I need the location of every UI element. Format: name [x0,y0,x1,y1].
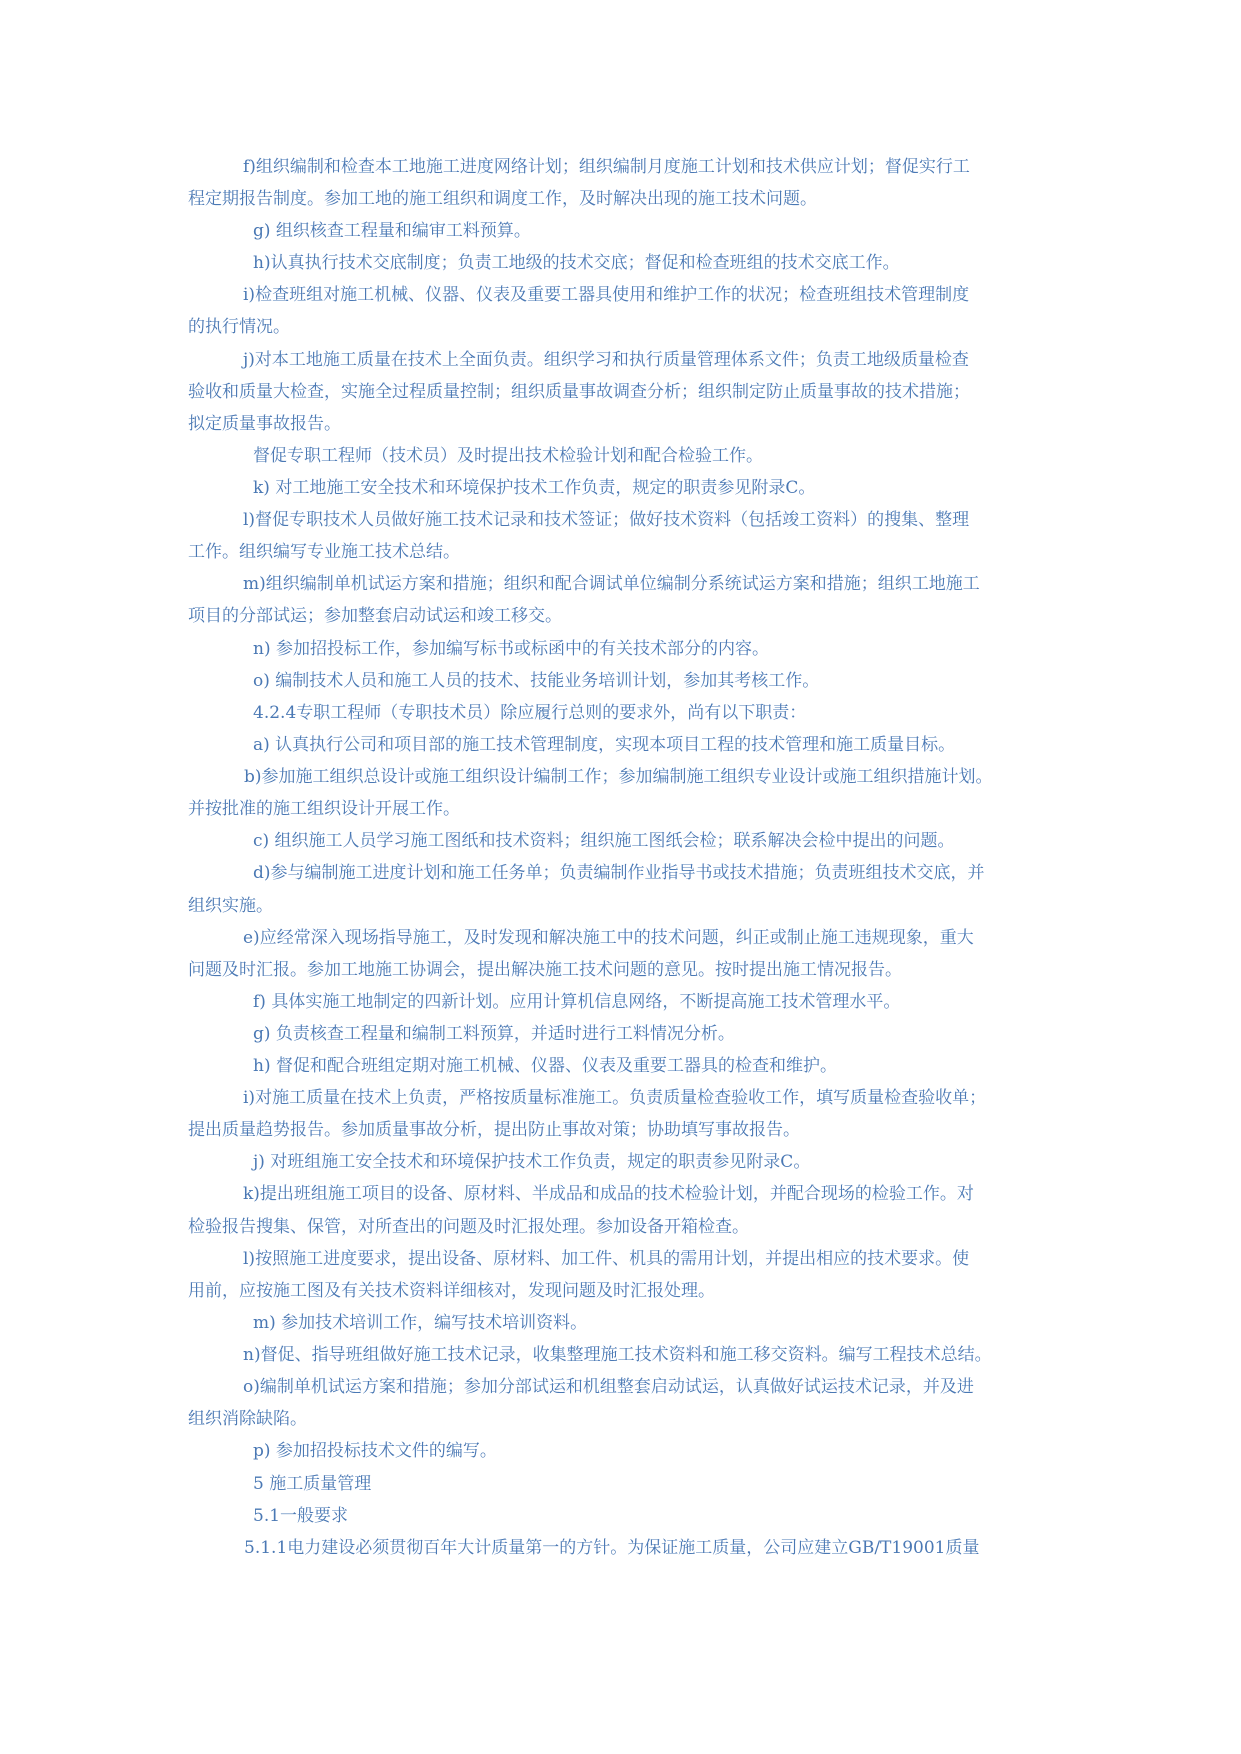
paragraph-line: m) 参加技术培训工作，编写技术培训资料。 [253,1313,588,1333]
subsection-heading: 5.1一般要求 [253,1506,349,1526]
paragraph-line: 4.2.4专职工程师（专职技术员）除应履行总则的要求外，尚有以下职责： [253,703,807,723]
paragraph-line: n) 参加招投标工作，参加编写标书或标函中的有关技术部分的内容。 [253,639,769,659]
paragraph-line: h)认真执行技术交底制度；负责工地级的技术交底；督促和检查班组的技术交底工作。 [253,253,900,273]
paragraph-line: i)对施工质量在技术上负责，严格按质量标准施工。负责质量检查验收工作，填写质量检查验收单； [243,1088,987,1108]
paragraph-line: n)督促、指导班组做好施工技术记录，收集整理施工技术资料和施工移交资料。编写工程技术总结。 [243,1345,992,1365]
paragraph-line: f) 具体实施工地制定的四新计划。应用计算机信息网络，不断提高施工技术管理水平。 [253,992,901,1012]
paragraph-line: f)组织编制和检查本工地施工进度网络计划；组织编制月度施工计划和技术供应计划；督促实行工 [243,157,970,177]
paragraph-line: k) 对工地施工安全技术和环境保护技术工作负责，规定的职责参见附录C。 [253,478,816,498]
paragraph-line: m)组织编制单机试运方案和措施；组织和配合调试单位编制分系统试运方案和措施；组织工地施工 [243,574,980,594]
paragraph-line: o) 编制技术人员和施工人员的技术、技能业务培训计划，参加其考核工作。 [253,671,820,691]
paragraph-line: l)按照施工进度要求，提出设备、原材料、加工件、机具的需用计划，并提出相应的技术要求。使 [243,1249,970,1269]
paragraph-line: g) 组织核查工程量和编审工料预算。 [253,221,531,241]
paragraph-line: j)对本工地施工质量在技术上全面负责。组织学习和执行质量管理体系文件；负责工地级质量检查 [243,350,969,370]
paragraph-line: h) 督促和配合班组定期对施工机械、仪器、仪表及重要工器具的检查和维护。 [253,1056,837,1076]
paragraph-line: b)参加施工组织总设计或施工组织设计编制工作；参加编制施工组织专业设计或施工组织措施计划。 [244,767,993,787]
paragraph-line: 拟定质量事故报告。 [188,414,341,434]
section-heading: 5 施工质量管理 [253,1474,372,1494]
paragraph-line: d)参与编制施工进度计划和施工任务单；负责编制作业指导书或技术措施；负责班组技术交底，并 [253,863,985,883]
paragraph-line: g) 负责核查工程量和编制工料预算，并适时进行工料情况分析。 [253,1024,735,1044]
paragraph-line: 项目的分部试运；参加整套启动试运和竣工移交。 [188,606,562,626]
paragraph-line: 检验报告搜集、保管，对所查出的问题及时汇报处理。参加设备开箱检查。 [188,1217,749,1237]
paragraph-line: 督促专职工程师（技术员）及时提出技术检验计划和配合检验工作。 [253,446,763,466]
paragraph-line: 程定期报告制度。参加工地的施工组织和调度工作，及时解决出现的施工技术问题。 [188,189,817,209]
paragraph-line: a) 认真执行公司和项目部的施工技术管理制度，实现本项目工程的技术管理和施工质量目标。 [253,735,956,755]
paragraph-line: k)提出班组施工项目的设备、原材料、半成品和成品的技术检验计划，并配合现场的检验工作。对 [243,1184,974,1204]
paragraph-line: 组织消除缺陷。 [188,1409,307,1429]
paragraph-line: i)检查班组对施工机械、仪器、仪表及重要工器具使用和维护工作的状况；检查班组技术管理制度 [243,285,970,305]
paragraph-line: 并按批准的施工组织设计开展工作。 [188,799,460,819]
paragraph-line: p) 参加招投标技术文件的编写。 [253,1441,497,1461]
paragraph-line: 5.1.1电力建设必须贯彻百年大计质量第一的方针。为保证施工质量，公司应建立GB/T19001质量 [244,1538,980,1558]
paragraph-line: 组织实施。 [188,896,273,916]
paragraph-line: 的执行情况。 [188,317,290,337]
paragraph-line: j) 对班组施工安全技术和环境保护技术工作负责，规定的职责参见附录C。 [253,1152,811,1172]
paragraph-line: 问题及时汇报。参加工地施工协调会，提出解决施工技术问题的意见。按时提出施工情况报告。 [188,960,902,980]
paragraph-line: 验收和质量大检查，实施全过程质量控制；组织质量事故调查分析；组织制定防止质量事故的技术措施； [188,382,970,402]
paragraph-line: e)应经常深入现场指导施工，及时发现和解决施工中的技术问题，纠正或制止施工违规现象，重大 [243,928,974,948]
paragraph-line: 用前，应按施工图及有关技术资料详细核对，发现问题及时汇报处理。 [188,1281,715,1301]
paragraph-line: o)编制单机试运方案和措施；参加分部试运和机组整套启动试运，认真做好试运技术记录，并及进 [243,1377,974,1397]
paragraph-line: l)督促专职技术人员做好施工技术记录和技术签证；做好技术资料（包括竣工资料）的搜集、整理 [243,510,970,530]
paragraph-line: c) 组织施工人员学习施工图纸和技术资料；组织施工图纸会检；联系解决会检中提出的问题。 [253,831,955,851]
paragraph-line: 工作。组织编写专业施工技术总结。 [188,542,460,562]
paragraph-line: 提出质量趋势报告。参加质量事故分析，提出防止事故对策；协助填写事故报告。 [188,1120,800,1140]
